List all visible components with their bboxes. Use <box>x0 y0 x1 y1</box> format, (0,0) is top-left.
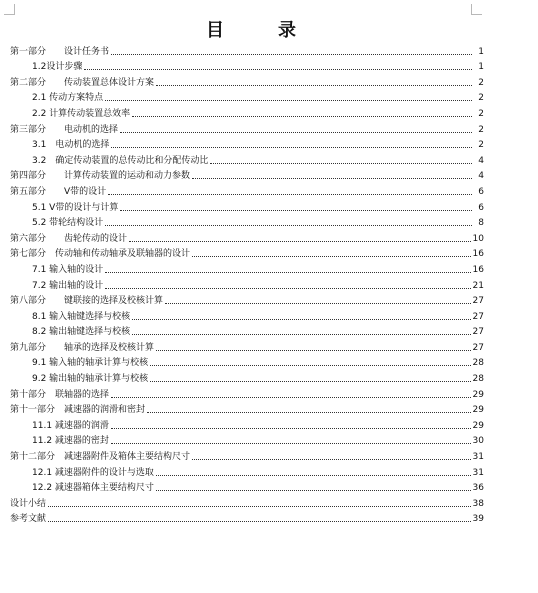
toc-entry-label: 2.1 传动方案特点 <box>32 93 104 104</box>
toc-page-number: 16 <box>472 249 484 260</box>
toc-section-entry[interactable] <box>10 42 484 58</box>
toc-section-entry[interactable] <box>10 182 484 198</box>
toc-dot-leader <box>111 442 471 444</box>
toc-entry-label: 设计小结 <box>10 498 47 509</box>
toc-dot-leader <box>111 396 471 398</box>
toc-dot-leader <box>48 520 471 522</box>
toc-dot-leader <box>156 84 472 86</box>
toc-section-entry[interactable] <box>10 292 484 308</box>
toc-entry-label: 7.1 输入轴的设计 <box>32 264 104 275</box>
toc-section-entry[interactable] <box>10 120 484 136</box>
toc-page-number: 4 <box>478 171 484 182</box>
toc-subsection-entry[interactable] <box>10 58 484 74</box>
toc-entry-label: 12.1 减速器附件的设计与选取 <box>32 467 154 478</box>
toc-entry-label: 8.2 输出轴键选择与校核 <box>32 327 131 338</box>
toc-section-entry[interactable] <box>10 385 484 401</box>
toc-dot-leader <box>210 162 472 164</box>
toc-dot-leader <box>147 411 471 413</box>
toc-page-number: 16 <box>472 264 484 275</box>
toc-dot-leader <box>105 271 470 273</box>
toc-dot-leader <box>105 287 470 289</box>
toc-page-number: 2 <box>478 124 484 135</box>
toc-section-entry[interactable] <box>10 338 484 354</box>
toc-subsection-entry[interactable] <box>10 463 484 479</box>
toc-dot-leader <box>165 302 471 304</box>
toc-page-number: 27 <box>472 327 484 338</box>
toc-page-number: 6 <box>478 202 484 213</box>
toc-section-entry[interactable] <box>10 167 484 183</box>
toc-subsection-entry[interactable] <box>10 354 484 370</box>
toc-dot-leader <box>120 131 472 133</box>
toc-entry-label: 5.2 带轮结构设计 <box>32 218 104 229</box>
toc-entry-label: 第八部分 键联接的选择及校核计算 <box>10 296 164 307</box>
toc-entry-label: 第四部分 计算传动装置的运动和动力参数 <box>10 171 191 182</box>
toc-subsection-entry[interactable] <box>10 89 484 105</box>
toc-dot-leader <box>192 255 471 257</box>
toc-page-number: 8 <box>478 218 484 229</box>
toc-entry-label: 第六部分 齿轮传动的设计 <box>10 233 128 244</box>
toc-subsection-entry[interactable] <box>10 214 484 230</box>
toc-dot-leader <box>108 193 472 195</box>
toc-subsection-entry[interactable] <box>10 104 484 120</box>
toc-page-number: 2 <box>478 140 484 151</box>
toc-page-number: 31 <box>472 467 484 478</box>
toc-page-number: 29 <box>472 420 484 431</box>
toc-dot-leader <box>156 489 471 491</box>
toc-page-number: 21 <box>472 280 484 291</box>
toc-page-number: 1 <box>478 46 484 57</box>
toc-entry-label: 5.1 V带的设计与计算 <box>32 202 119 213</box>
toc-dot-leader <box>111 53 472 55</box>
toc-dot-leader <box>129 240 471 242</box>
toc-section-entry[interactable] <box>10 494 484 510</box>
toc-subsection-entry[interactable] <box>10 416 484 432</box>
toc-page-number: 30 <box>472 436 484 447</box>
toc-entry-label: 1.2设计步骤 <box>32 62 83 73</box>
toc-entry-label: 11.2 减速器的密封 <box>32 436 109 447</box>
toc-dot-leader <box>105 224 472 226</box>
toc-subsection-entry[interactable] <box>10 479 484 495</box>
toc-page-number: 2 <box>478 108 484 119</box>
toc-entry-label: 8.1 输入轴键选择与校核 <box>32 311 131 322</box>
toc-entry-label: 第十一部分 减速器的润滑和密封 <box>10 405 146 416</box>
toc-page-number: 27 <box>472 296 484 307</box>
toc-page-number: 4 <box>478 155 484 166</box>
toc-section-entry[interactable] <box>10 73 484 89</box>
toc-page-number: 27 <box>472 311 484 322</box>
toc-entry-label: 第二部分 传动装置总体设计方案 <box>10 77 155 88</box>
toc-page-number: 29 <box>472 389 484 400</box>
toc-section-entry[interactable] <box>10 401 484 417</box>
toc-section-entry[interactable] <box>10 229 484 245</box>
toc-entry-label: 2.2 计算传动装置总效率 <box>32 108 131 119</box>
toc-page-number: 6 <box>478 186 484 197</box>
toc-dot-leader <box>150 364 470 366</box>
toc-dot-leader <box>132 318 470 320</box>
toc-entry-label: 11.1 减速器的润滑 <box>32 420 109 431</box>
toc-section-entry[interactable] <box>10 245 484 261</box>
toc-subsection-entry[interactable] <box>10 198 484 214</box>
toc-dot-leader <box>156 349 471 351</box>
table-of-contents <box>10 42 484 525</box>
toc-dot-leader <box>84 68 472 70</box>
toc-page-number: 31 <box>472 452 484 463</box>
toc-subsection-entry[interactable] <box>10 276 484 292</box>
toc-title: 目 录 <box>206 20 314 41</box>
toc-section-entry[interactable] <box>10 447 484 463</box>
toc-page-number: 2 <box>478 77 484 88</box>
toc-page-number: 10 <box>472 233 484 244</box>
toc-dot-leader <box>192 458 471 460</box>
toc-dot-leader <box>105 99 472 101</box>
toc-entry-label: 3.1 电动机的选择 <box>32 140 110 151</box>
toc-entry-label: 3.2 确定传动装置的总传动比和分配传动比 <box>32 155 209 166</box>
toc-entry-label: 第九部分 轴承的选择及校核计算 <box>10 342 155 353</box>
toc-dot-leader <box>150 380 470 382</box>
toc-subsection-entry[interactable] <box>10 369 484 385</box>
toc-entry-label: 9.1 输入轴的轴承计算与校核 <box>32 358 149 369</box>
toc-entry-label: 7.2 输出轴的设计 <box>32 280 104 291</box>
toc-page-number: 28 <box>472 358 484 369</box>
toc-subsection-entry[interactable] <box>10 323 484 339</box>
toc-entry-label: 第五部分 V带的设计 <box>10 186 107 197</box>
toc-dot-leader <box>132 115 472 117</box>
toc-dot-leader <box>192 177 472 179</box>
toc-subsection-entry[interactable] <box>10 432 484 448</box>
toc-page-number: 27 <box>472 342 484 353</box>
toc-entry-label: 12.2 减速器箱体主要结构尺寸 <box>32 483 154 494</box>
toc-dot-leader <box>48 505 471 507</box>
toc-entry-label: 第十部分 联轴器的选择 <box>10 389 110 400</box>
toc-entry-label: 9.2 输出轴的轴承计算与校核 <box>32 374 149 385</box>
toc-entry-label: 参考文献 <box>10 514 47 525</box>
toc-dot-leader <box>111 427 471 429</box>
toc-subsection-entry[interactable] <box>10 307 484 323</box>
page-corner-mark-left <box>4 4 15 15</box>
page-corner-mark-right <box>471 4 482 15</box>
toc-entry-label: 第一部分 设计任务书 <box>10 46 110 57</box>
toc-page-number: 38 <box>472 498 484 509</box>
toc-section-entry[interactable] <box>10 510 484 526</box>
toc-page-number: 1 <box>478 62 484 73</box>
toc-dot-leader <box>111 146 472 148</box>
toc-page-number: 39 <box>472 514 484 525</box>
toc-entry-label: 第三部分 电动机的选择 <box>10 124 119 135</box>
toc-subsection-entry[interactable] <box>10 136 484 152</box>
toc-subsection-entry[interactable] <box>10 260 484 276</box>
toc-dot-leader <box>132 333 470 335</box>
toc-page-number: 29 <box>472 405 484 416</box>
toc-page-number: 28 <box>472 374 484 385</box>
toc-dot-leader <box>120 209 472 211</box>
toc-dot-leader <box>156 474 471 476</box>
toc-entry-label: 第十二部分 减速器附件及箱体主要结构尺寸 <box>10 452 191 463</box>
toc-page-number: 2 <box>478 93 484 104</box>
toc-entry-label: 第七部分 传动轴和传动轴承及联轴器的设计 <box>10 249 191 260</box>
toc-page-number: 36 <box>472 483 484 494</box>
toc-subsection-entry[interactable] <box>10 151 484 167</box>
